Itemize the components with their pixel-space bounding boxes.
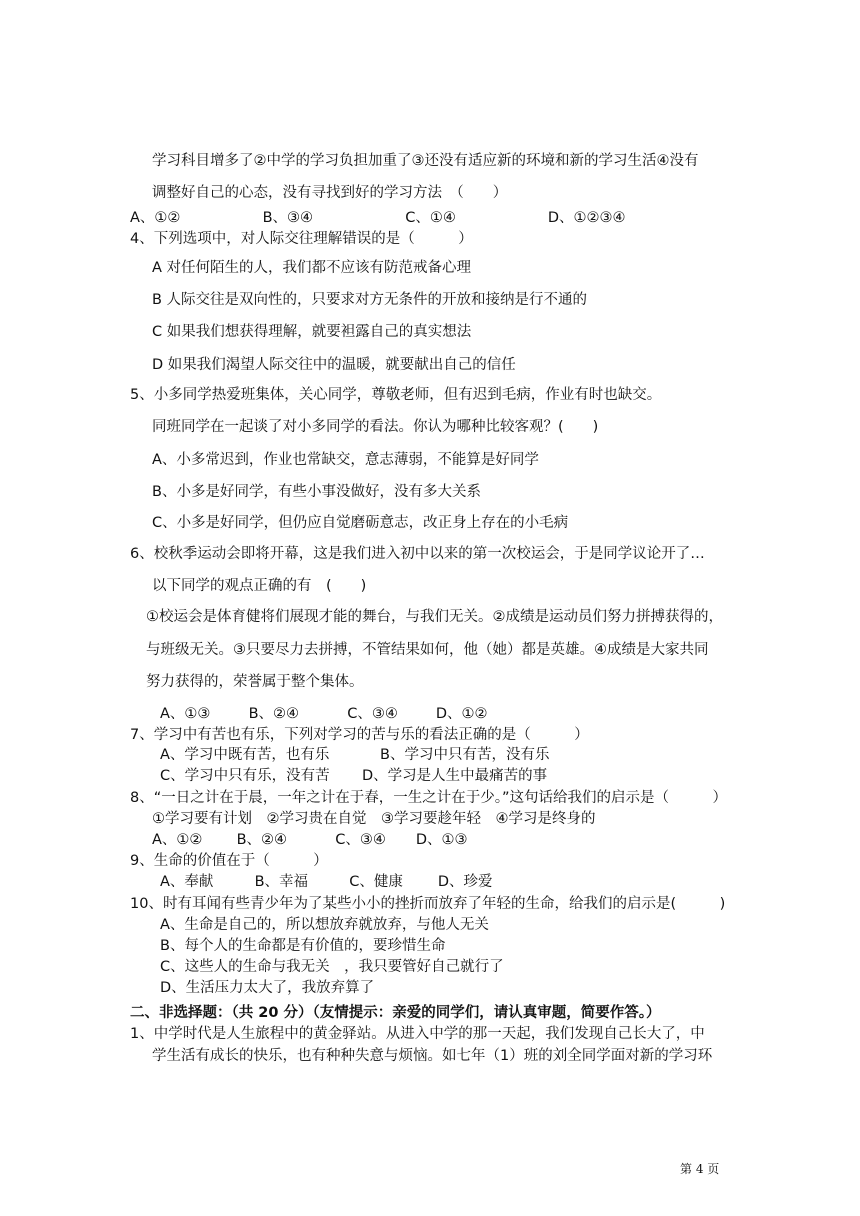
q9-options (160, 872, 493, 892)
option-a: A、①③ (160, 706, 211, 722)
q4-option-c: C 如果我们想获得理解，就要袒露自己的真实想法 (152, 324, 472, 340)
q6-body-line3: 努力获得的，荣誉属于整个集体。 (146, 674, 364, 690)
option-c: C、③④ (335, 832, 386, 848)
q7-stem: 7、学习中有苦也有乐，下列对学习的苦与乐的看法正确的是（ ） (130, 727, 589, 743)
q8-stem: 8、“一日之计在于晨，一年之计在于春，一生之计在于少。”这句话给我们的启示是（ ） (130, 790, 727, 806)
q6-body-line2: 与班级无关。③只要尽力去拼搏，不管结果如何，他（她）都是英雄。④成绩是大家共同 (146, 642, 709, 658)
q5-option-a: A、小多常迟到，作业也常缺交，意志薄弱，不能算是好同学 (152, 452, 539, 468)
option-c: C、健康 (349, 874, 403, 890)
option-d: D、①②③④ (547, 210, 626, 226)
q10-option-d: D、生活压力太大了，我放弃算了 (160, 980, 375, 996)
q9-stem: 9、生命的价值在于（ ） (130, 853, 328, 869)
option-c: C、③④ (347, 706, 398, 722)
q4-option-d: D 如果我们渴望人际交往中的温暖，就要献出自己的信任 (152, 357, 516, 373)
q10-option-a: A、生命是自己的，所以想放弃就放弃，与他人无关 (160, 917, 489, 933)
q3-continuation-line2: 调整好自己的心态，没有寻找到好的学习方法 （ ） (152, 185, 508, 201)
option-b: B、②④ (248, 706, 300, 722)
q5-option-b: B、小多是好同学，有些小事没做好，没有多大关系 (152, 484, 481, 500)
option-d: D、①③ (415, 832, 468, 848)
q3-options (130, 208, 626, 228)
q5-stem-line2: 同班同学在一起谈了对小多同学的看法。你认为哪种比较客观？( ) (152, 419, 599, 435)
section-2-q1-line1: 1、中学时代是人生旅程中的黄金驿站。从进入中学的那一天起，我们发现自己长大了，中 (130, 1026, 705, 1042)
q6-stem-line2: 以下同学的观点正确的有 ( ) (152, 578, 367, 594)
option-c: C、①④ (405, 210, 456, 226)
q10-stem: 10、时有耳闻有些青少年为了某些小小的挫折而放弃了年轻的生命，给我们的启示是( ) (130, 896, 726, 912)
q8-items: ①学习要有计划 ②学习贵在自觉 ③学习要趁年轻 ④学习是终身的 (152, 811, 596, 827)
option-b: B、③④ (262, 210, 314, 226)
q7-option-a: A、学习中既有苦，也有乐 (160, 747, 330, 763)
option-d: D、①② (435, 706, 488, 722)
option-a: A、奉献 (160, 874, 214, 890)
section-2-q1-line2: 学生活有成长的快乐，也有种种失意与烦恼。如七年（1）班的刘全同学面对新的学习环 (152, 1048, 713, 1064)
q8-options (152, 830, 468, 850)
q10-option-c: C、这些人的生命与我无关 ，我只要管好自己就行了 (160, 959, 504, 975)
q7-option-b: B、学习中只有苦，没有乐 (380, 747, 550, 763)
q4-stem: 4、下列选项中，对人际交往理解错误的是（ ） (130, 231, 473, 247)
page-number: 第 4 页 (680, 1162, 720, 1176)
q4-option-a: A 对任何陌生的人，我们都不应该有防范戒备心理 (152, 260, 472, 276)
q5-stem: 5、小多同学热爱班集体，关心同学，尊敬老师，但有迟到毛病，作业有时也缺交。 (130, 387, 662, 403)
option-a: A、①② (152, 832, 203, 848)
q6-stem: 6、校秋季运动会即将开幕，这是我们进入初中以来的第一次校运会，于是同学议论开了… (130, 546, 705, 562)
option-d: D、珍爱 (437, 874, 493, 890)
q6-body-line1: ①校运会是体育健将们展现才能的舞台，与我们无关。②成绩是运动员们努力拼搏获得的， (146, 609, 723, 625)
q7-option-c: C、学习中只有乐，没有苦 (160, 768, 330, 784)
q4-option-b: B 人际交往是双向性的，只要求对方无条件的开放和接纳是行不通的 (152, 292, 588, 308)
q3-continuation-line1: 学习科目增多了②中学的学习负担加重了③还没有适应新的环境和新的学习生活④没有 (152, 153, 699, 169)
q5-option-c: C、小多是好同学，但仍应自觉磨砺意志，改正身上存在的小毛病 (152, 515, 569, 531)
option-a: A、①② (130, 210, 181, 226)
q7-option-d: D、学习是人生中最痛苦的事 (362, 768, 548, 784)
q10-option-b: B、每个人的生命都是有价值的，要珍惜生命 (160, 938, 446, 954)
section-2-title: 二、非选择题：（共 20 分）（友情提示：亲爱的同学们，请认真审题，简要作答。） (130, 1005, 661, 1021)
q6-options (160, 704, 488, 724)
option-b: B、②④ (236, 832, 288, 848)
option-b: B、幸福 (254, 874, 309, 890)
